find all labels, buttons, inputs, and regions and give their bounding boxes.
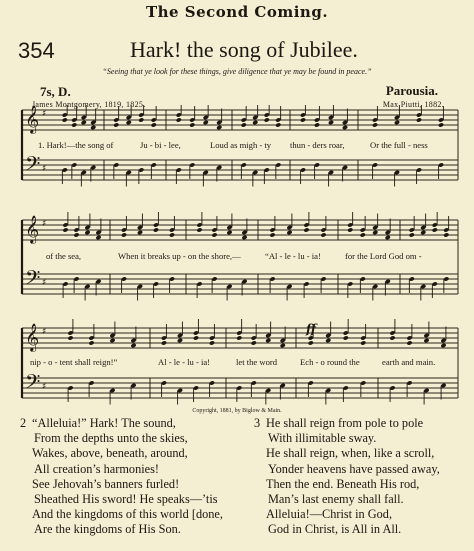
bass-clef-icon: 𝄢 <box>25 266 41 294</box>
copyright-notice: Copyright, 1881, by Biglow & Main. <box>192 408 282 414</box>
treble-clef-icon: 𝄞 <box>25 215 40 243</box>
hymn-number: 354 <box>18 38 55 63</box>
lyric-phrase: 1. Hark!—the song of <box>38 140 114 150</box>
note-head <box>109 338 115 343</box>
lyric-phrase: Al - le - lu - ia! <box>158 357 211 367</box>
note-head <box>440 343 446 348</box>
note-head <box>438 122 444 127</box>
note-head <box>409 232 415 237</box>
note-head <box>443 232 449 237</box>
note-head <box>372 230 378 235</box>
note-head <box>423 338 429 343</box>
note-head <box>264 117 270 122</box>
verse-line: Then the end. Beneath His rod, <box>266 476 420 491</box>
note-head <box>394 120 400 125</box>
music-system-2 <box>0 212 474 312</box>
note-head <box>203 120 209 125</box>
note-head <box>325 338 331 343</box>
lyric-phrase: earth and main. <box>382 357 436 367</box>
note-head <box>303 227 309 232</box>
note-head <box>130 343 136 348</box>
note-head <box>137 230 143 235</box>
note-head <box>151 122 157 127</box>
note-head <box>389 335 395 340</box>
note-head <box>343 335 349 340</box>
note-head <box>62 117 68 122</box>
lyric-phrase: let the word <box>236 357 278 367</box>
note-head <box>328 120 334 125</box>
epigraph: “Seeing that ye look for these things, give diligence that ye may be found in peace.” <box>102 67 372 76</box>
note-head <box>252 120 258 125</box>
dynamic-marking: ff <box>306 322 316 336</box>
note-head <box>300 117 306 122</box>
music-system-1 <box>0 105 474 200</box>
note-head <box>209 340 215 345</box>
note-head <box>211 232 217 237</box>
note-head <box>67 335 73 340</box>
note-head <box>372 122 378 127</box>
verse-line: See Jehovah’s banners furled! <box>32 476 180 491</box>
verse-line: Sheathed His sword! He speaks—’tis <box>34 492 218 507</box>
note-head <box>73 232 79 237</box>
lyric-phrase: Ju - bi - lee, <box>140 140 181 150</box>
treble-clef-icon: 𝄞 <box>25 323 40 351</box>
verse-line: From the depths unto the skies, <box>34 431 188 446</box>
hymn-title: Hark! the song of Jubilee. <box>130 37 358 62</box>
note-head <box>320 232 326 237</box>
note-head <box>169 232 175 237</box>
verse-line: Wakes, above, beneath, around, <box>32 446 188 461</box>
note-head <box>265 338 271 343</box>
note-head <box>280 343 286 348</box>
verse-3 <box>254 416 440 538</box>
lyric-phrase: of the sea, <box>46 251 82 261</box>
note-head <box>385 235 391 240</box>
note-head <box>226 230 232 235</box>
bass-clef-icon: 𝄢 <box>25 370 41 398</box>
lyric-phrase: nip - o - tent shall reign!” <box>30 357 118 367</box>
key-signature-icon: ♯ <box>42 164 47 174</box>
key-signature-icon: ♯ <box>42 327 47 337</box>
lyric-phrase: for the Lord God om - <box>345 251 422 261</box>
verse-line: He shall reign from pole to pole <box>266 416 424 430</box>
bass-clef-icon: 𝄢 <box>25 152 41 180</box>
note-head <box>189 122 195 127</box>
verse-line: Alleluia!—Christ in God, <box>266 507 393 522</box>
verse-line: All creation’s harmonies! <box>34 461 159 476</box>
verse-2 <box>20 416 223 538</box>
note-head <box>153 227 159 232</box>
note-head <box>251 340 257 345</box>
lyric-phrase: When it breaks up - on the shore,— <box>118 251 241 261</box>
note-head <box>176 117 182 122</box>
note-head <box>196 227 202 232</box>
note-head <box>406 340 412 345</box>
note-head <box>81 120 87 125</box>
note-head <box>241 122 247 127</box>
note-head <box>286 230 292 235</box>
note-head <box>416 117 422 122</box>
author-credit: James Montgomery, 1819, 1825. <box>32 100 146 109</box>
note-head <box>420 230 426 235</box>
verse-line: God in Christ, is All in All. <box>268 522 402 537</box>
note-head <box>432 227 438 232</box>
verse-line: With illimitable sway. <box>268 431 377 446</box>
verse-line: He shall reign, when, like a scroll, <box>266 446 435 461</box>
verse-line: “Alleluia!” Hark! The sound, <box>32 416 176 430</box>
note-head <box>177 338 183 343</box>
key-signature-icon: ♯ <box>42 109 47 119</box>
note-head <box>347 227 353 232</box>
note-head <box>342 125 348 130</box>
note-head <box>121 232 127 237</box>
verse-line: Are the kingdoms of His Son. <box>34 522 181 537</box>
section-title: The Second Coming. <box>145 3 329 21</box>
verse-number: 3 <box>254 416 261 430</box>
note-head <box>126 120 132 125</box>
lyric-phrase: Ech - o round the <box>300 357 360 367</box>
note-head <box>62 227 68 232</box>
note-head <box>308 340 314 345</box>
note-head <box>88 340 94 345</box>
note-head <box>236 335 242 340</box>
composer-credit: Max Piutti, 1882. <box>382 100 444 109</box>
note-head <box>84 230 90 235</box>
treble-clef-icon: 𝄞 <box>25 105 40 133</box>
note-head <box>71 122 77 127</box>
lyric-phrase: thun - ders roar, <box>290 140 345 150</box>
note-head <box>216 125 222 130</box>
key-signature-icon: ♯ <box>42 219 47 229</box>
verse-line: Man’s last enemy shall fall. <box>268 492 404 507</box>
note-head <box>95 235 101 240</box>
tune-name: Parousia. <box>385 83 438 98</box>
note-head <box>138 117 144 122</box>
note-head <box>360 232 366 237</box>
verse-line: Yonder heavens have passed away, <box>268 461 440 476</box>
note-head <box>90 125 96 130</box>
verse-line: And the kingdoms of this world [done, <box>32 507 223 522</box>
note-head <box>241 235 247 240</box>
note-head <box>314 122 320 127</box>
verse-number: 2 <box>20 416 27 430</box>
note-head <box>193 335 199 340</box>
key-signature-icon: ♯ <box>42 278 47 288</box>
note-head <box>275 122 281 127</box>
meter: 7s, D. <box>40 84 71 99</box>
note-head <box>269 232 275 237</box>
lyric-phrase: Loud as migh - ty <box>210 140 272 150</box>
lyric-phrase: Or the full - ness <box>370 140 428 150</box>
note-head <box>113 122 119 127</box>
key-signature-icon: ♯ <box>42 382 47 392</box>
note-head <box>161 340 167 345</box>
note-head <box>360 340 366 345</box>
lyric-phrase: “Al - le - lu - ia! <box>265 251 321 261</box>
